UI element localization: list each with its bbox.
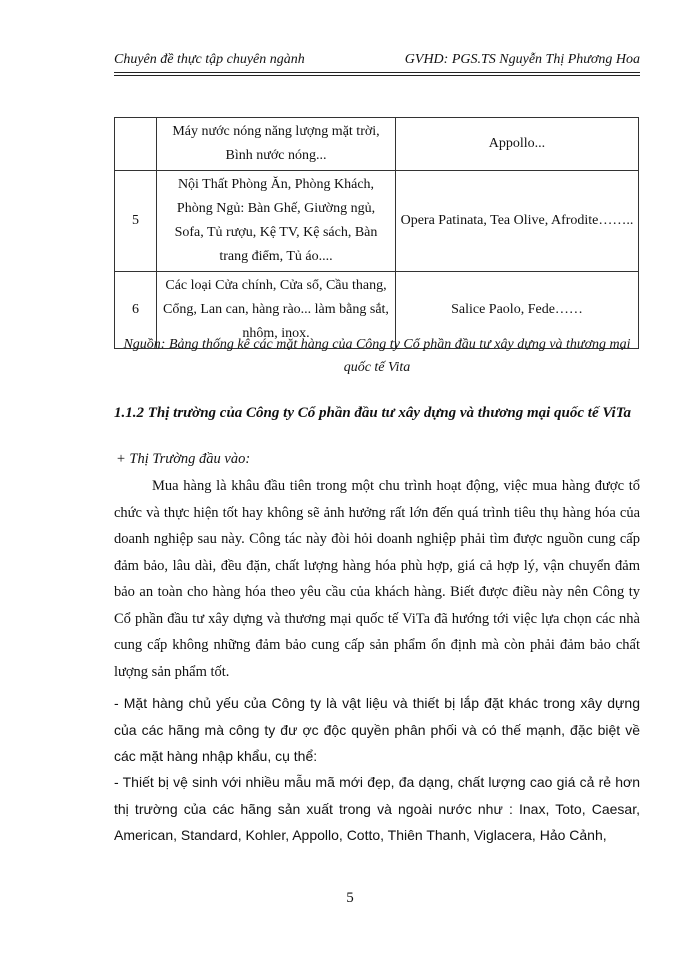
header-left-text: Chuyên đề thực tập chuyên ngành [114, 52, 305, 67]
section-heading: 1.1.2 Thị trường của Công ty Cổ phần đầu tư xây dựng và thương mại quốc tế ViTa [114, 405, 631, 421]
page-number: 5 [346, 890, 354, 906]
table-cell-items: Máy nước nóng năng lượng mặt trời, Bình nước nóng... [157, 118, 396, 171]
paragraph: Mua hàng là khâu đầu tiên trong một chu trình hoạt động, việc mua hàng được tổ chức và thực hiện tốt hay không sẽ ảnh hưởng rất lớn đến quá trình tiêu thụ hàng hóa của doanh nghiệp sau này. Công tác này đòi hỏi doanh nghiệp phải tìm được nguồn cung cấp đảm bảo, lâu dài, đều đặn, chất lượng hàng hóa phù hợp, giá cả hợp lý, vận chuyển đảm bảo an toàn cho hàng hóa theo yêu cầu của khách hàng. Biết được điều này nên Công ty Cổ phần đầu tư xây dựng và thương mại quốc tế ViTa đã hướng tới việc lựa chọn các nhà cung cấp không những đảm bảo cung cấp sản phẩm ổn định mà còn phải đảm bảo chất lượng sản phẩm tốt. [114, 478, 640, 680]
goods-table [114, 117, 639, 349]
page-header [114, 50, 640, 73]
table-cell-brands: Appollo... [396, 118, 639, 171]
header-right-text: GVHD: PGS.TS Nguyễn Thị Phương Hoa [404, 52, 640, 67]
table-source-caption: Nguồn: Bảng thống kê các mặt hàng của Công ty Cổ phần đầu tư xây dựng và thương mại quốc tế Vita [123, 337, 631, 375]
table-cell-no: 6 [115, 272, 157, 349]
table-cell-no [115, 118, 157, 171]
paragraph: - Thiết bị vệ sinh với nhiều mẫu mã mới đẹp, đa dạng, chất lượng cao giá cả rẻ hơn thị trường của các hãng sản xuất trong và ngoài nước như : Inax, Toto, Caesar, American, Standard, Kohler, Appollo, Cotto, Thiên Thanh, Viglacera, Hảo Cảnh, [114, 774, 640, 843]
table-cell-items: Nội Thất Phòng Ăn, Phòng Khách, Phòng Ngủ: Bàn Ghế, Giường ngủ, Sofa, Tủ rượu, Kệ TV, Kệ sách, Bàn trang điểm, Tủ áo.... [157, 171, 396, 272]
header-divider [114, 75, 640, 76]
table-cell-items: Các loại Cửa chính, Cửa sổ, Cầu thang, Cổng, Lan can, hàng rào... làm bằng sắt, nhôm, inox. [157, 272, 396, 349]
table-cell-brands: Salice Paolo, Fede…… [396, 272, 639, 349]
table-cell-no: 5 [115, 171, 157, 272]
table-row [115, 118, 639, 171]
subheading: + Thị Trường đầu vào: [116, 451, 251, 467]
table-row [115, 171, 639, 272]
table-cell-brands: Opera Patinata, Tea Olive, Afrodite…….. [396, 171, 639, 272]
paragraph: - Mặt hàng chủ yếu của Công ty là vật liệu và thiết bị lắp đặt khác trong xây dựng của các hãng mà công ty đư ợc độc quyền phân phối và có thế mạnh, đặc biệt về các mặt hàng nhập khẩu, cụ thể: [114, 695, 640, 764]
